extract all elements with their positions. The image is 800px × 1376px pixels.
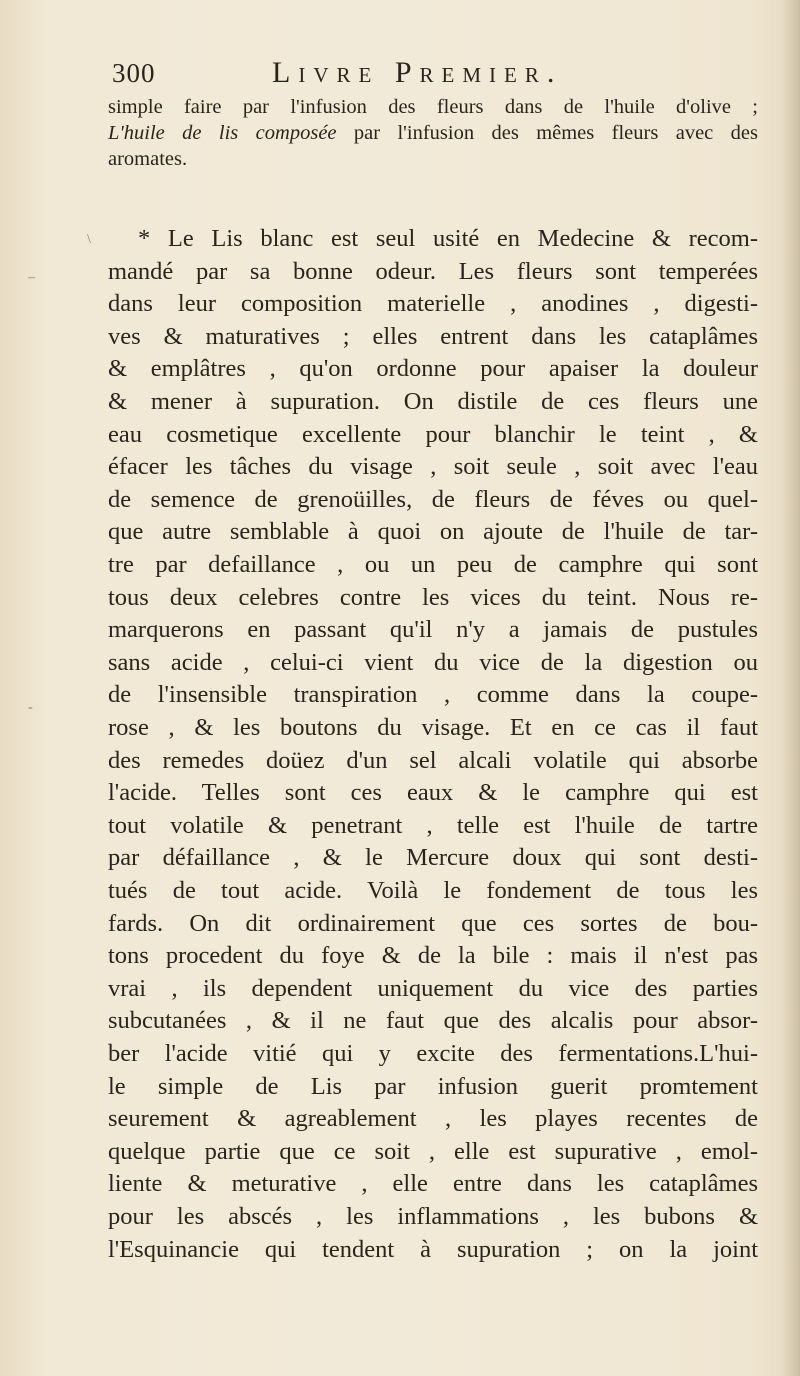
text-line: de semence de grenoüilles, de fleurs de féves ou quel- xyxy=(108,485,758,513)
intro-line xyxy=(108,122,758,145)
text-line: l'Esquinancie qui tendent à supuration ; on la joint xyxy=(108,1235,758,1263)
text-line: & mener à supuration. On distile de ces fleurs une xyxy=(108,388,758,415)
text-line: dans leur composition materielle , anodines , digesti- xyxy=(108,290,758,318)
text-line: mandé par sa bonne odeur. Les fleurs sont temperées xyxy=(108,257,758,285)
text-line: vrai , ils dependent uniquement du vice des parties xyxy=(108,974,758,1002)
text-line: eau cosmetique excellente pour blanchir le teint , & xyxy=(108,420,758,448)
text-line: marquerons en passant qu'il n'y a jamais de pustules xyxy=(108,616,758,644)
text-line: quelque partie que ce soit , elle est supurative , emol- xyxy=(108,1137,758,1165)
page-number: 300 xyxy=(112,58,156,88)
text-line: tués de tout acide. Voilà le fondement de tous les xyxy=(108,877,758,904)
intro-line: aromates. xyxy=(108,148,188,170)
text-line: l'acide. Telles sont ces eaux & le camphre qui est xyxy=(108,779,758,807)
text-line: pour les abscés , les inflammations , les bubons & xyxy=(108,1203,758,1230)
intro-line: simple faire par l'infusion des fleurs dans de l'huile d'olive ; xyxy=(108,96,758,118)
intro-italic: L'huile de lis composée xyxy=(108,122,337,144)
text-line: éfacer les tâches du visage , soit seule , soit avec l'eau xyxy=(108,453,758,481)
margin-mark: - xyxy=(28,700,33,715)
text-line: subcutanées , & il ne faut que des alcalis pour absor- xyxy=(108,1007,758,1035)
text-line: rose , & les boutons du visage. Et en ce cas il faut xyxy=(108,714,758,741)
text-line: tre par defaillance , ou un peu de camphre qui sont xyxy=(108,551,758,578)
text-line: ves & maturatives ; elles entrent dans les cataplâmes xyxy=(108,322,758,350)
text-line: que autre semblable à quoi on ajoute de l'huile de tar- xyxy=(108,518,758,546)
text-line: tous deux celebres contre les vices du teint. Nous re- xyxy=(108,583,758,611)
page-edge-shadow xyxy=(782,0,800,1376)
text-line: ber l'acide vitié qui y excite des fermentations.L'hui- xyxy=(108,1040,758,1067)
text-line: liente & meturative , elle entre dans les cataplâmes xyxy=(108,1170,758,1198)
text-line: de l'insensible transpiration , comme dans la coupe- xyxy=(108,681,758,709)
text-line: sans acide , celui-ci vient du vice de la digestion ou xyxy=(108,648,758,676)
margin-mark: – xyxy=(28,270,35,285)
margin-mark: \ xyxy=(87,232,91,247)
running-head: Livre Premier. xyxy=(272,56,563,89)
text-line: des remedes doüez d'un sel alcali volatile qui absorbe xyxy=(108,746,758,774)
text-line: & emplâtres , qu'on ordonne pour apaiser la douleur xyxy=(108,355,758,383)
text-line: fards. On dit ordinairement que ces sortes de bou- xyxy=(108,909,758,937)
text-line: seurement & agreablement , les playes recentes de xyxy=(108,1105,758,1133)
text-line: le simple de Lis par infusion guerit promtement xyxy=(108,1072,758,1100)
text-line: par défaillance , & le Mercure doux qui sont desti- xyxy=(108,844,758,872)
text-line: * Le Lis blanc est seul usité en Medecine & recom- xyxy=(138,225,758,252)
intro-rest: par l'infusion des mêmes fleurs avec des xyxy=(336,122,758,144)
page-header xyxy=(112,58,762,98)
text-line: tons procedent du foye & de la bile : mais il n'est pas xyxy=(108,942,758,970)
text-line: tout volatile & penetrant , telle est l'huile de tartre xyxy=(108,811,758,839)
